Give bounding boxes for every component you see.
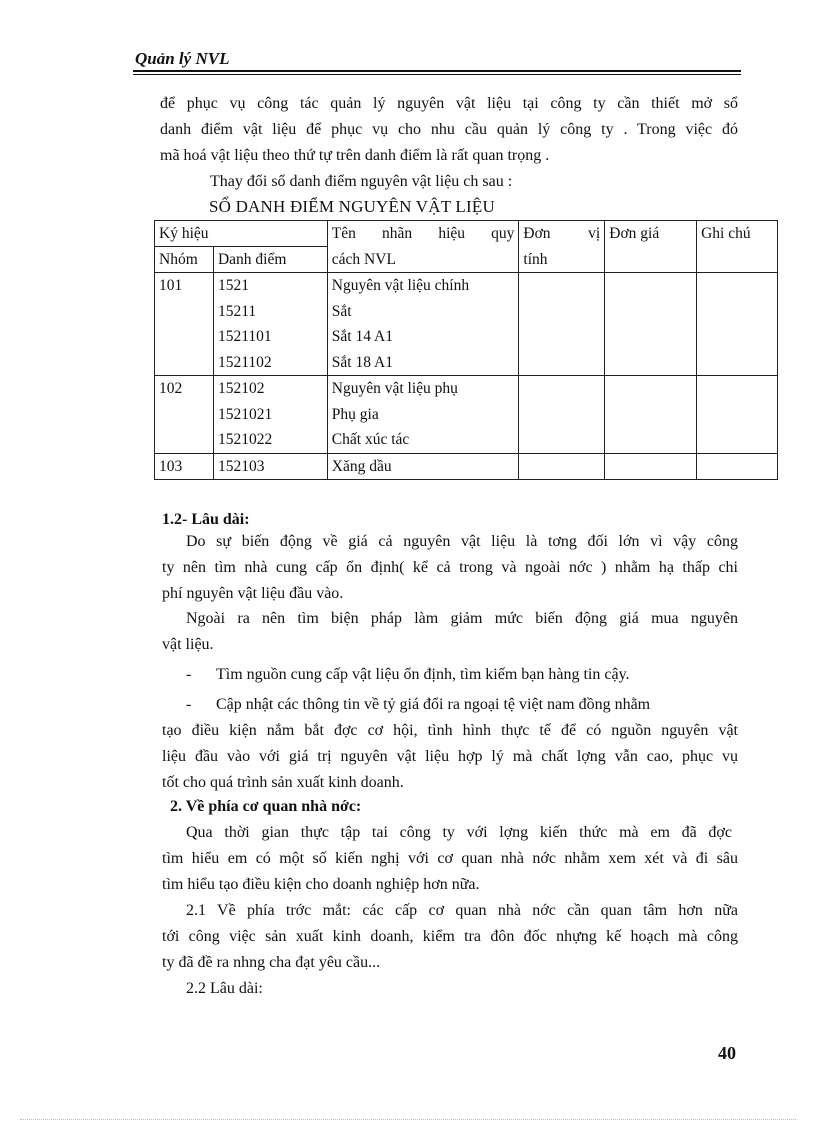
cell-danh-diem: [213, 273, 327, 376]
danh-diem-value: 1521: [217, 277, 249, 294]
page-number: 40: [718, 1043, 736, 1063]
bullet-mark: -: [186, 666, 192, 683]
header-don-vi-line2: tính: [523, 250, 548, 268]
paragraph-line: phí nguyên vật liệu đầu vào.: [162, 585, 344, 602]
header-ky-hieu: Ký hiệu: [155, 221, 328, 247]
paragraph-line: Ngoài ra nên tìm biện pháp làm giảm mức biến động giá mua nguyên: [186, 610, 738, 627]
ten-value: Sắt 18 A1: [331, 353, 393, 371]
section-2-heading: 2. Về phía cơ quan nhà nớc:: [170, 798, 362, 815]
intro-line: danh điểm vật liệu để phục vụ cho nhu cầu quản lý công ty . Trong việc đó: [160, 121, 738, 138]
bullet-text: Tìm nguồn cung cấp vật liệu ổn định, tìm kiếm bạn hàng tin cậy.: [216, 666, 630, 683]
paragraph-line: vật liệu.: [162, 636, 214, 653]
paragraph-line: 2.1 Về phía trớc mắt: các cấp cơ quan nhà nớc cần quan tâm hơn nữa: [186, 902, 738, 919]
header-don-vi: [519, 221, 605, 273]
header-rule-thin: [133, 74, 741, 75]
paragraph-line: ty đã đề ra nhng cha đạt yêu cầu...: [162, 954, 381, 971]
header-don-vi-line1: Đơn vị: [523, 225, 601, 242]
paragraph-line: tìm hiểu tạo điều kiện cho doanh nghiệp hơn nữa.: [162, 876, 480, 893]
cell-nhom: 102: [155, 376, 214, 454]
paragraph-line: Do sự biến động về giá cả nguyên vật liệu là tơng đối lớn vì vậy công: [186, 533, 738, 550]
paragraph-line: ty nên tìm nhà cung cấp ổn định( kể cả trong và ngoài nớc ) nhằm hạ thấp chi: [162, 559, 738, 576]
danh-diem-value: 15211: [217, 302, 257, 320]
header-rule-thick: [133, 70, 741, 72]
paragraph-line: tạo điều kiện nắm bắt đợc cơ hội, tình hình thực tế để có nguồn nguyên vật: [162, 722, 738, 739]
intro-line: Thay đổi sổ danh điểm nguyên vật liệu ch sau :: [210, 173, 513, 190]
header-don-gia: Đơn giá: [605, 221, 697, 273]
cell-ghi-chu: [697, 453, 778, 480]
cell-ten: [327, 453, 519, 480]
running-header-title: Quản lý NVL: [135, 49, 230, 68]
table-row: [155, 453, 778, 480]
cell-don-vi: [519, 376, 605, 454]
ten-value: Sắt: [331, 302, 352, 320]
paragraph-line: 2.2 Lâu dài:: [186, 980, 263, 997]
cell-don-gia: [605, 376, 697, 454]
header-ten-line1: Tên nhãn hiệu quy: [331, 225, 515, 242]
bullet-item: [186, 692, 650, 718]
danh-diem-value: 1521022: [217, 431, 273, 448]
ten-value: Nguyên vật liệu phụ: [331, 380, 458, 397]
table-header-row: [155, 221, 778, 247]
cell-don-gia: [605, 453, 697, 480]
bullet-mark: -: [186, 696, 192, 713]
cell-danh-diem: [213, 376, 327, 454]
page-bottom-border: [20, 1119, 796, 1120]
ten-value: Chất xúc tác: [331, 431, 410, 448]
ten-value: Xăng dầu: [331, 457, 392, 475]
cell-don-vi: [519, 453, 605, 480]
table-row: [155, 273, 778, 376]
cell-nhom: 101: [155, 273, 214, 376]
bullet-item: [186, 662, 630, 688]
cell-ghi-chu: [697, 273, 778, 376]
paragraph-line: liệu đầu vào với giá trị nguyên vật liệu hợp lý mà chất lợng vẫn cao, phục vụ: [162, 748, 738, 765]
cell-ten: [327, 376, 519, 454]
table-row: [155, 376, 778, 454]
danh-diem-value: 152102: [217, 380, 265, 397]
bullet-text: Cập nhật các thông tin về tỷ giá đổi ra ngoại tệ việt nam đồng nhằm: [216, 696, 651, 713]
paragraph-line: tới công việc sản xuất kinh doanh, kiểm tra đôn đốc nhựng kế hoạch mà công: [162, 928, 738, 945]
header-nhom: Nhóm: [155, 247, 214, 273]
cell-danh-diem: [213, 453, 327, 480]
cell-ten: [327, 273, 519, 376]
intro-line: mã hoá vật liệu theo thứ tự trên danh điểm là rất quan trọng .: [160, 147, 550, 164]
section-1-2-heading: 1.2- Lâu dài:: [162, 511, 250, 528]
ten-value: Phụ gia: [331, 405, 379, 423]
header-danh-diem: Danh điểm: [213, 247, 327, 273]
danh-diem-value: 1521101: [217, 328, 272, 345]
danh-diem-value: 152103: [217, 457, 265, 475]
intro-line: để phục vụ công tác quản lý nguyên vật liệu tại công ty cần thiết mở sổ: [160, 95, 738, 112]
table-title: SỔ DANH ĐIỂM NGUYÊN VẬT LIỆU: [209, 197, 495, 216]
header-ten-line2: cách NVL: [331, 250, 396, 268]
material-catalog-table: [154, 220, 778, 480]
cell-don-gia: [605, 273, 697, 376]
paragraph-line: tìm hiểu em có một số kiến nghị với cơ quan nhà nớc nhằm xem xét và đi sâu: [162, 850, 738, 867]
cell-ghi-chu: [697, 376, 778, 454]
cell-don-vi: [519, 273, 605, 376]
danh-diem-value: 1521021: [217, 405, 273, 423]
header-ten-nhan-hieu: [327, 221, 519, 273]
paragraph-line: Qua thời gian thực tập tai công ty với lợng kiến thức mà em đã đợc: [186, 824, 732, 841]
header-ghi-chu: Ghi chú: [697, 221, 778, 273]
ten-value: Nguyên vật liệu chính: [331, 277, 470, 294]
ten-value: Sắt 14 A1: [331, 328, 393, 345]
paragraph-line: tốt cho quá trình sản xuất kinh doanh.: [162, 774, 404, 791]
cell-nhom: 103: [155, 453, 214, 480]
danh-diem-value: 1521102: [217, 353, 272, 371]
